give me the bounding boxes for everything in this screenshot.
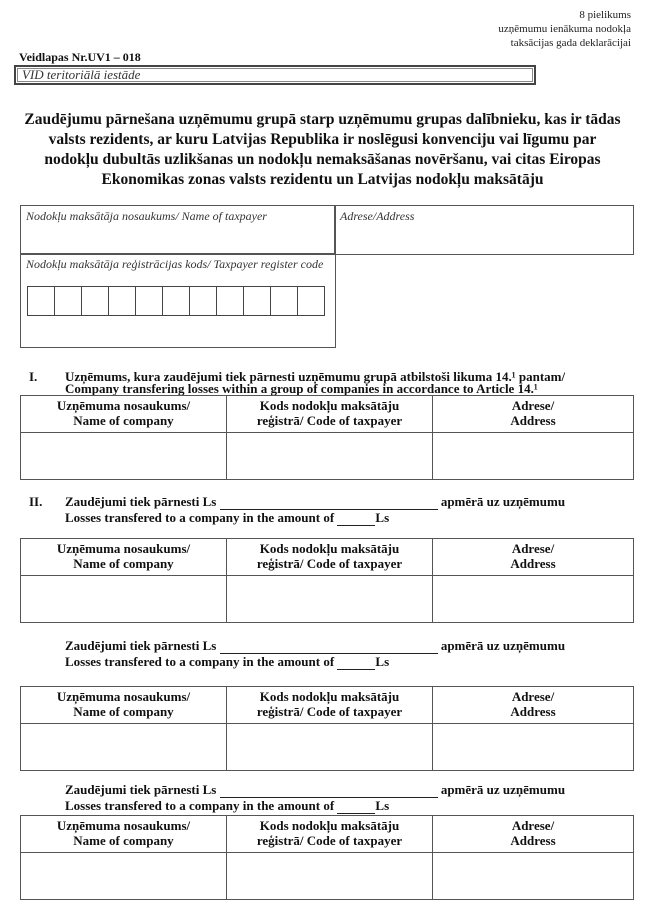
- company-table-3: [20, 686, 634, 771]
- code-cell[interactable]: [82, 287, 109, 315]
- taxpayer-address-field[interactable]: [334, 205, 634, 255]
- col-name: Uzņēmuma nosaukums/ Name of company: [21, 539, 227, 576]
- col-address: Adrese/ Address: [433, 816, 634, 853]
- col-code: Kods nodokļu maksātāju reģistrā/ Code of taxpayer: [227, 396, 433, 433]
- name-cell[interactable]: [21, 853, 227, 900]
- code-cell[interactable]: [28, 287, 55, 315]
- code-cell[interactable]: [227, 853, 433, 900]
- loss-line-en: Losses transfered to a company in the amount of Ls: [65, 654, 390, 669]
- annex-line: 8 pielikums: [579, 9, 631, 21]
- amount-field[interactable]: [220, 783, 438, 798]
- amount-field[interactable]: [337, 511, 375, 526]
- code-cell[interactable]: [227, 433, 433, 480]
- vid-office-field[interactable]: VID teritoriālā iestāde: [14, 65, 536, 85]
- section-number: II.: [29, 494, 43, 509]
- section-1-line-lv: Uzņēmums, kura zaudējumi tiek pārnesti uzņēmumu grupā atbilstoši likuma 14.¹ pantam/: [65, 369, 566, 384]
- name-cell[interactable]: [21, 724, 227, 771]
- company-table-4: [20, 815, 634, 900]
- col-name: Uzņēmuma nosaukums/ Name of company: [21, 816, 227, 853]
- code-cell[interactable]: [227, 724, 433, 771]
- col-code: Kods nodokļu maksātāju reģistrā/ Code of taxpayer: [227, 687, 433, 724]
- form-title: [10, 110, 635, 190]
- title-line: Zaudējumu pārnešana uzņēmumu grupā starp uzņēmumu grupas dalībnieku, kas ir tādas: [24, 111, 621, 128]
- title-line: nodokļu dubultās uzlikšanas un nodokļu nemaksāšanas novēršanu, vai citas Eiropas: [44, 151, 601, 168]
- name-cell[interactable]: [21, 433, 227, 480]
- address-cell[interactable]: [433, 853, 634, 900]
- taxpayer-name-field[interactable]: [20, 205, 336, 255]
- taxpayer-name-label: Nodokļu maksātāja nosaukums/ Name of taxpayer: [26, 209, 267, 223]
- loss-line-lv: Zaudējumi tiek pārnesti Ls apmērā uz uzņēmumu: [65, 638, 566, 653]
- address-cell[interactable]: [433, 433, 634, 480]
- loss-line-lv: Zaudējumi tiek pārnesti Ls apmērā uz uzņēmumu: [65, 494, 566, 509]
- code-cell[interactable]: [136, 287, 163, 315]
- company-table-2: [20, 538, 634, 623]
- section-number: I.: [29, 369, 38, 384]
- code-cell[interactable]: [109, 287, 136, 315]
- taxpayer-address-label: Adrese/Address: [340, 209, 415, 223]
- taxpayer-code-label: Nodokļu maksātāja reģistrācijas kods/ Taxpayer register code: [26, 257, 324, 271]
- code-cell[interactable]: [244, 287, 271, 315]
- code-cell[interactable]: [271, 287, 298, 315]
- address-cell[interactable]: [433, 724, 634, 771]
- col-address: Adrese/ Address: [433, 396, 634, 433]
- register-code-grid[interactable]: [27, 286, 325, 316]
- code-cell[interactable]: [217, 287, 244, 315]
- code-cell[interactable]: [227, 576, 433, 623]
- code-cell[interactable]: [163, 287, 190, 315]
- title-line: Ekonomikas zonas valsts rezidentu un Latvijas nodokļu maksātāju: [101, 171, 544, 188]
- title-line: valsts rezidents, ar kuru Latvijas Republika ir noslēgusi konvenciju vai līgumu par: [48, 131, 597, 148]
- loss-line-en: Losses transfered to a company in the amount of Ls: [65, 510, 390, 525]
- amount-field[interactable]: [337, 655, 375, 670]
- col-address: Adrese/ Address: [433, 539, 634, 576]
- col-name: Uzņēmuma nosaukums/ Name of company: [21, 396, 227, 433]
- loss-line-lv: Zaudējumi tiek pārnesti Ls apmērā uz uzņēmumu: [65, 782, 566, 797]
- code-cell[interactable]: [298, 287, 324, 315]
- company-table-1: [20, 395, 634, 480]
- col-name: Uzņēmuma nosaukums/ Name of company: [21, 687, 227, 724]
- amount-field[interactable]: [220, 639, 438, 654]
- loss-line-en: Losses transfered to a company in the amount of Ls: [65, 798, 390, 813]
- section-1-line-en: Company transfering losses within a group of companies in accordance to Article 14.¹: [65, 381, 538, 396]
- form-number: Veidlapas Nr.UV1 – 018: [19, 50, 141, 64]
- address-cell[interactable]: [433, 576, 634, 623]
- col-code: Kods nodokļu maksātāju reģistrā/ Code of taxpayer: [227, 539, 433, 576]
- col-address: Adrese/ Address: [433, 687, 634, 724]
- name-cell[interactable]: [21, 576, 227, 623]
- annex-line: uzņēmumu ienākuma nodokļa: [498, 23, 631, 35]
- amount-field[interactable]: [337, 799, 375, 814]
- code-cell[interactable]: [55, 287, 82, 315]
- amount-field[interactable]: [220, 495, 438, 510]
- annex-note: [498, 8, 631, 50]
- code-cell[interactable]: [190, 287, 217, 315]
- annex-line: taksācijas gada deklarācijai: [510, 37, 631, 49]
- col-code: Kods nodokļu maksātāju reģistrā/ Code of taxpayer: [227, 816, 433, 853]
